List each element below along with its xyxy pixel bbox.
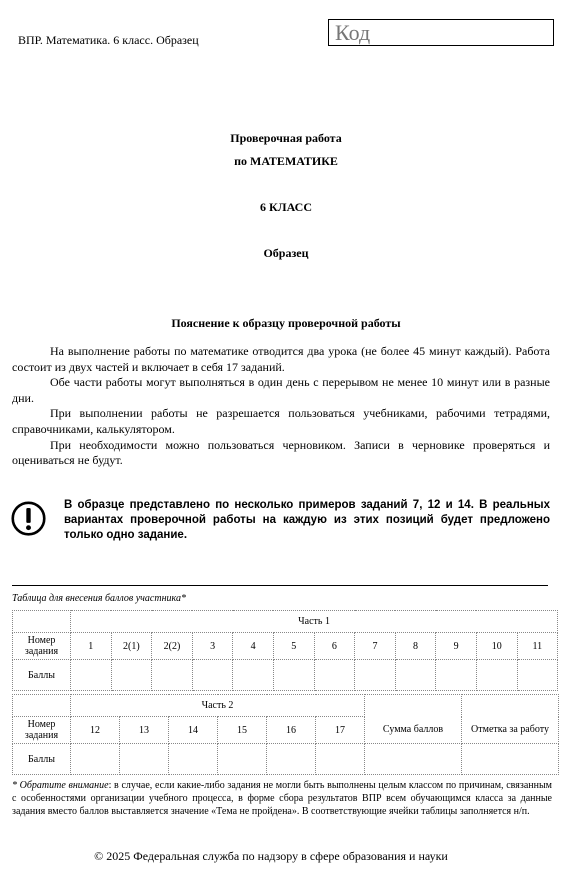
explanation-paragraph: При необходимости можно пользоваться черновиком. Записи в черновике проверяться и оцениваться не будут. [12,437,550,468]
sum-cell[interactable] [365,744,462,775]
score-label: Баллы [13,744,71,775]
exclamation-circle-icon [11,501,46,536]
score-cell[interactable] [192,660,233,691]
task-number: 2(1) [111,633,152,660]
task-number: 11 [517,633,558,660]
explanation-paragraph: При выполнении работы не разрешается пользоваться учебниками, рабочими тетрадями, справочниками, калькулятором. [12,406,550,436]
task-number: 8 [395,633,436,660]
table-corner [13,695,71,717]
score-cell[interactable] [169,744,218,775]
doc-title-line2: по МАТЕМАТИКЕ [234,154,338,168]
score-cell[interactable] [436,660,477,691]
score-cell[interactable] [395,660,436,691]
grade-title: 6 КЛАСС [259,200,313,214]
notice-text: В образце представлено по несколько примеров заданий 7, 12 и 14. В реальных вариантах проверочной работы на каждую из этих позиций будет предложено только одно задание. [64,499,550,541]
task-number: 16 [267,717,316,744]
part1-header: Часть 1 [71,611,558,633]
sum-label: Сумма баллов [365,717,462,744]
task-number: 10 [476,633,517,660]
task-number: 17 [316,717,365,744]
grade-label: Отметка за работу [462,717,559,744]
variant-title: Образец [263,246,309,260]
copyright: © 2025 Федеральная служба по надзору в сфере образования и науки [94,849,448,863]
task-number: 6 [314,633,355,660]
task-number: 5 [273,633,314,660]
footnote-text: : в случае, если какие-либо задания не могли быть выполнены целым классом по причинам, связанным с особенностями организации учебного процесса, в форме сбора результатов ВПР всем обучающимся класса за данные задания вместо баллов выставляется значение «Тема не пройдена». В соответствующие ячейки таблицы заполняется н/п. [12,780,553,818]
score-cell[interactable] [355,660,396,691]
task-number: 7 [355,633,396,660]
task-number: 12 [71,717,120,744]
explanation-paragraph: На выполнение работы по математике отводится два урока (не более 45 минут каждый). Работа состоит из двух частей и включает в себя 17 заданий. [12,344,550,374]
footnote-lead: * Обратите внимание [12,780,109,791]
score-cell[interactable] [517,660,558,691]
score-table-part2 [12,694,559,775]
score-cell[interactable] [71,660,112,691]
score-cell[interactable] [233,660,274,691]
score-cell[interactable] [218,744,267,775]
task-number-label: Номер задания [13,717,71,744]
task-number: 9 [436,633,477,660]
task-number-label: Номер задания [13,633,71,660]
score-cell[interactable] [152,660,193,691]
task-number: 4 [233,633,274,660]
score-cell[interactable] [316,744,365,775]
score-table-caption: Таблица для внесения баллов участника* [12,593,186,604]
table-empty [462,695,559,717]
score-cell[interactable] [120,744,169,775]
code-label: Код [335,20,371,45]
score-cell[interactable] [111,660,152,691]
page-header-title: ВПР. Математика. 6 класс. Образец [18,33,199,47]
score-cell[interactable] [71,744,120,775]
task-number: 3 [192,633,233,660]
table-corner [13,611,71,633]
task-number: 1 [71,633,112,660]
code-field[interactable] [328,19,554,46]
score-label: Баллы [13,660,71,691]
table-empty [365,695,462,717]
score-table-part1 [12,610,558,691]
footnote [12,779,552,819]
score-cell[interactable] [273,660,314,691]
part2-header: Часть 2 [71,695,365,717]
divider [12,585,548,586]
task-number: 2(2) [152,633,193,660]
score-cell[interactable] [267,744,316,775]
score-cell[interactable] [476,660,517,691]
task-number: 13 [120,717,169,744]
explanation-body [12,344,550,469]
doc-title-line1: Проверочная работа [230,131,342,145]
explanation-heading: Пояснение к образцу проверочной работы [171,316,401,330]
grade-cell[interactable] [462,744,559,775]
explanation-paragraph: Обе части работы могут выполняться в один день с перерывом не менее 10 минут или в разные дни. [12,375,550,405]
task-number: 15 [218,717,267,744]
task-number: 14 [169,717,218,744]
score-cell[interactable] [314,660,355,691]
